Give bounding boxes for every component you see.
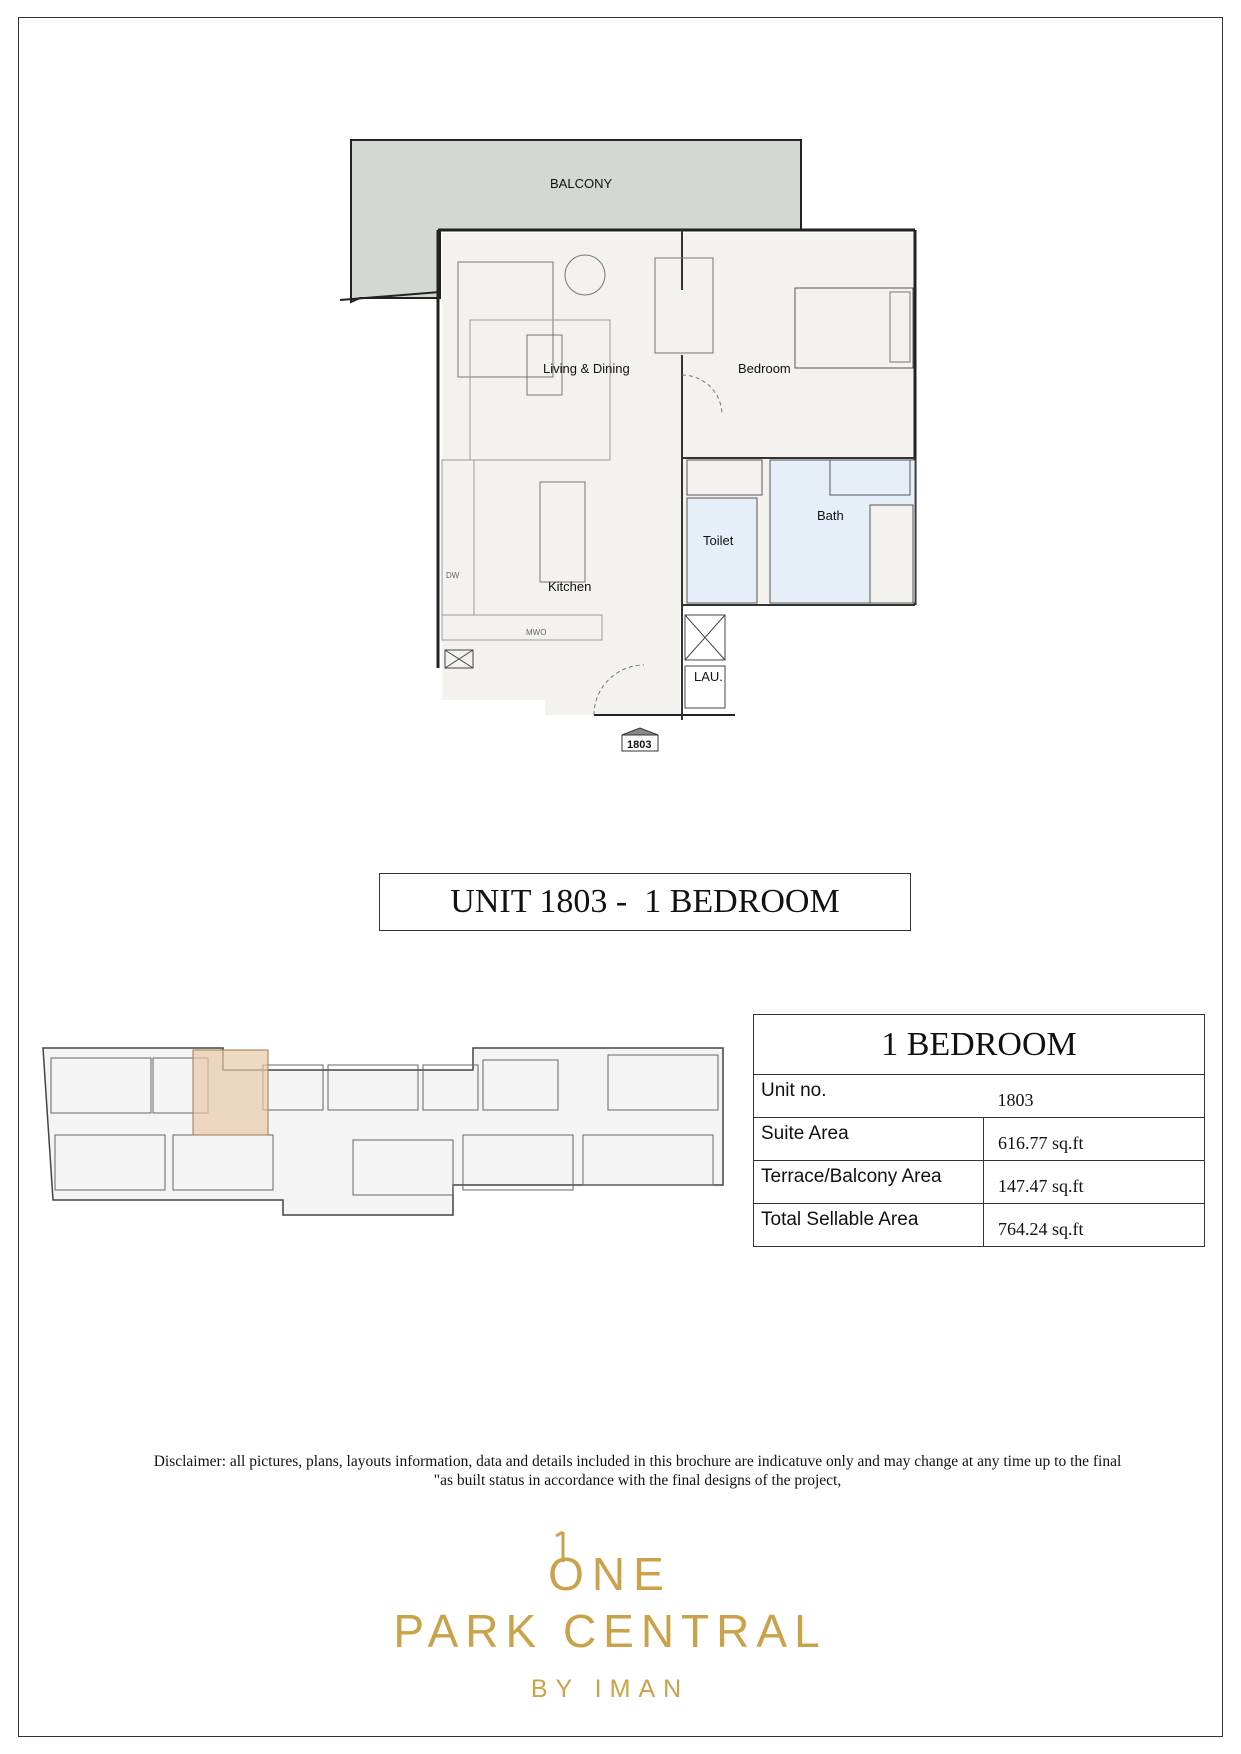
logo-line-1: ONE (548, 1548, 672, 1600)
room-label-toilet: Toilet (703, 533, 734, 548)
disclaimer-line-1: Disclaimer: all pictures, plans, layouts information, data and details included in this brochure are indicatuve only and may change at any time up to the final (153, 1453, 1122, 1470)
room-label-bedroom: Bedroom (738, 361, 791, 376)
logo-line-2: PARK CENTRAL (393, 1605, 827, 1657)
room-label-kitchen: Kitchen (548, 579, 592, 594)
total-area-label: Total Sellable Area (754, 1204, 984, 1247)
room-label-balcony: BALCONY (550, 176, 613, 191)
suite-area-value: 616.77 sq.ft (984, 1118, 1205, 1161)
unit-title: UNIT 1803 - 1 BEDROOM (379, 873, 911, 931)
toilet-area (687, 498, 757, 603)
spec-table (753, 1014, 1205, 1247)
mwo-label: MWO (526, 628, 547, 637)
suite-area-label: Suite Area (754, 1118, 984, 1161)
floor-plan (330, 130, 930, 770)
balcony-area-value: 147.47 sq.ft (984, 1161, 1205, 1204)
entry-marker (622, 728, 658, 735)
disclaimer-line-2: "as built status in accordance with the final designs of the project, (433, 1472, 842, 1489)
key-plan (33, 1040, 733, 1225)
dw-label: DW (446, 571, 460, 580)
unit-no-value: 1803 (984, 1075, 1205, 1118)
room-label-laundry: LAU. (694, 669, 723, 684)
unit-highlight (193, 1050, 268, 1135)
total-area-value: 764.24 sq.ft (984, 1204, 1205, 1247)
unit-tag: 1803 (627, 739, 652, 751)
spec-heading: 1 BEDROOM (754, 1015, 1205, 1075)
balcony-area-label: Terrace/Balcony Area (754, 1161, 984, 1204)
room-label-bath: Bath (817, 508, 844, 523)
unit-no-label: Unit no. (754, 1075, 984, 1118)
disclaimer (60, 1452, 1215, 1490)
brand-logo (380, 1530, 840, 1715)
room-label-living: Living & Dining (543, 361, 630, 376)
logo-line-3: BY IMAN (530, 1675, 690, 1703)
